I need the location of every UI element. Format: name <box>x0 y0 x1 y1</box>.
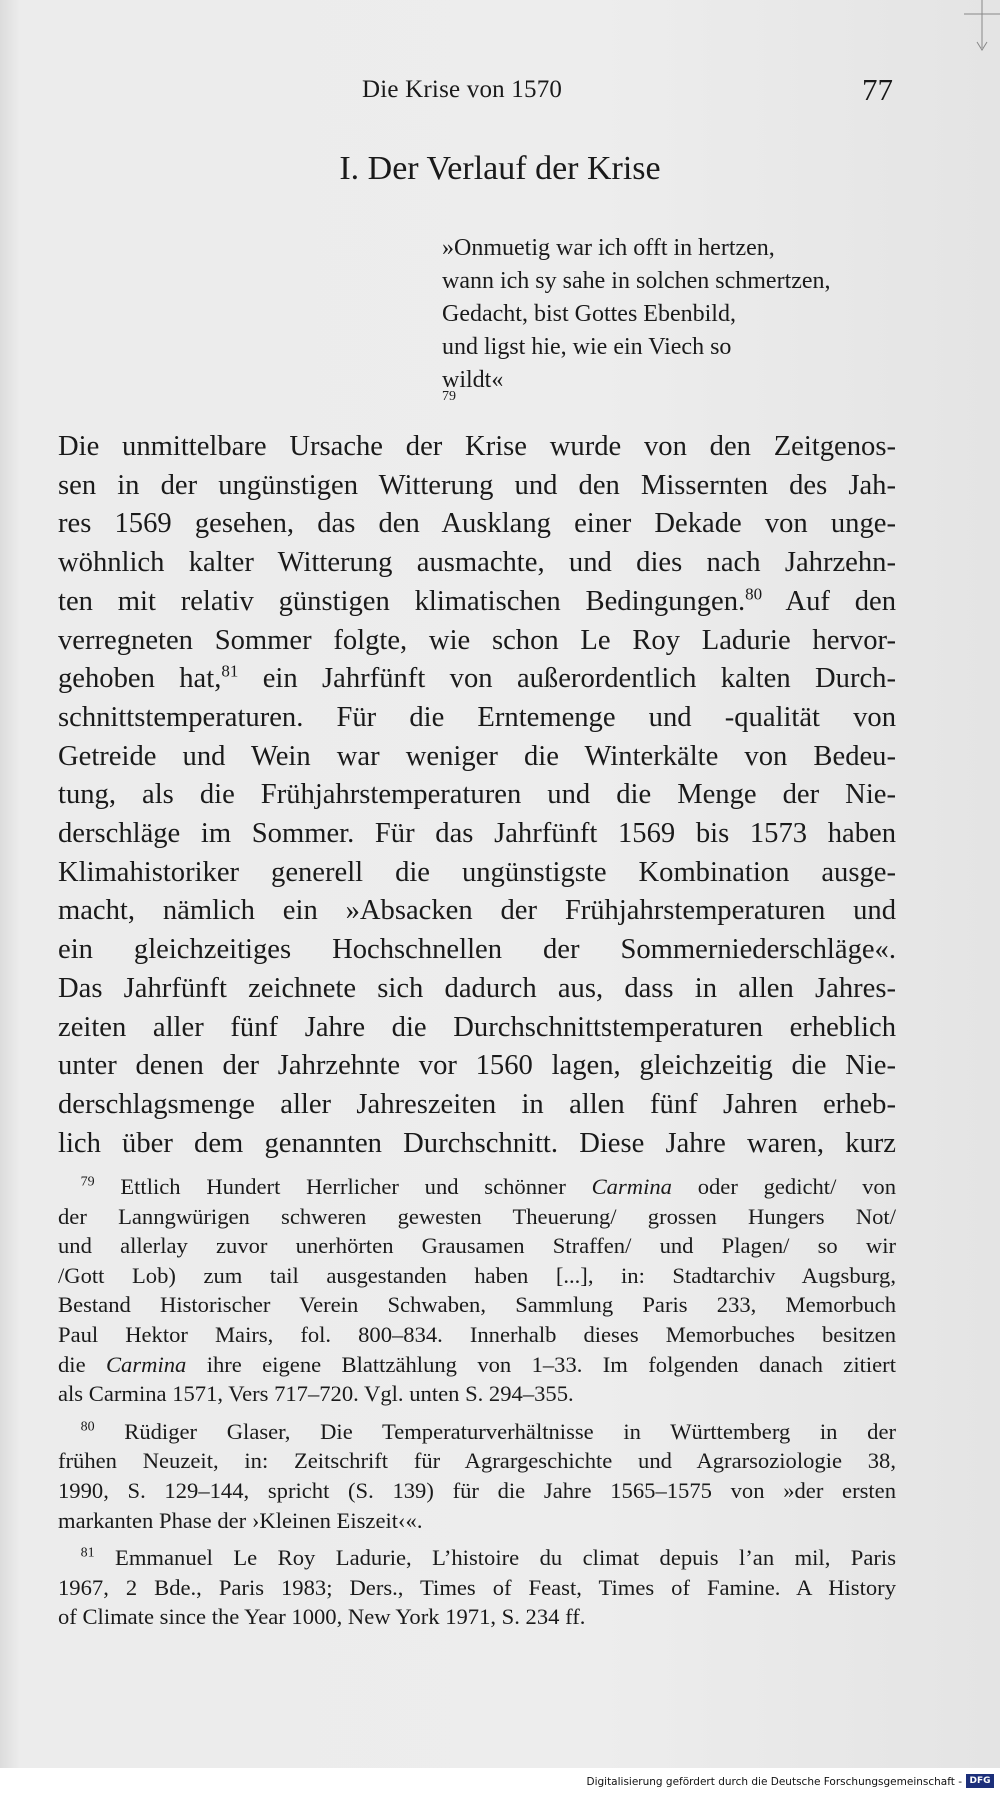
footnote-number: 81 <box>80 1545 95 1561</box>
line-text: Emmanuel Le Roy Ladurie, L’histoire du climat depuis l’an mil, Paris <box>94 1545 896 1571</box>
paragraph-line: derschlagsmenge aller Jahreszeiten in allen fünf Jahren erheb- <box>58 1088 896 1120</box>
dfg-logo: DFG <box>966 1774 994 1788</box>
line-text: gehoben hat, <box>58 663 222 695</box>
paragraph-line: schnittstemperaturen. Für die Erntemenge und -qualität von <box>58 701 896 733</box>
line-text: ihre eigene Blattzählung von 1–33. Im folgenden danach zitiert <box>186 1351 896 1377</box>
paragraph-line: derschläge im Sommer. Für das Jahrfünft 1569 bis 1573 haben <box>58 818 896 850</box>
footnote-number: 79 <box>80 1174 95 1190</box>
paragraph-line: wöhnlich kalter Witterung ausmachte, und dies nach Jahrzehn- <box>58 547 896 579</box>
footnotes <box>58 1172 896 1640</box>
epigraph-quote <box>442 232 962 404</box>
footnote-79 <box>58 1172 896 1409</box>
epigraph-line: wann ich sy sahe in solchen schmertzen, <box>442 268 831 294</box>
italic-title: Carmina <box>105 1351 187 1377</box>
footnote-line: /Gott Lob) zum tail ausgestanden haben [...], in: Stadtarchiv Augsburg, <box>58 1262 896 1288</box>
page-number: 77 <box>862 72 893 107</box>
section-title: I. Der Verlauf der Krise <box>339 150 661 187</box>
paragraph-line: res 1569 gesehen, das den Ausklang einer Dekade von unge- <box>58 508 896 540</box>
footnote-81 <box>58 1543 896 1632</box>
paragraph-line: ein gleichzeitiges Hochschnellen der Sommerniederschläge«. <box>58 934 896 966</box>
footnote-line: 1967, 2 Bde., Paris 1983; Ders., Times of Feast, Times of Famine. A History <box>58 1574 896 1600</box>
line-text: ein Jahrfünft von außerordentlich kalten Durch- <box>238 663 896 695</box>
paragraph-line: Die unmittelbare Ursache der Krise wurde von den Zeitgenos- <box>58 431 896 462</box>
footnote-reference: 80 <box>745 584 763 604</box>
line-text: Ettlich Hundert Herrlicher und schönner <box>94 1174 592 1199</box>
page-corner-mark <box>960 0 1000 60</box>
paragraph-line: Klimahistoriker generell die ungünstigste Kombination ausge- <box>58 856 896 888</box>
footnote-80 <box>58 1417 896 1535</box>
paragraph-line: verregneten Sommer folgte, wie schon Le Roy Ladurie hervor- <box>58 624 896 656</box>
paragraph-line: sen in der ungünstigen Witterung und den Missernten des Jah- <box>58 469 896 501</box>
paragraph-line: tung, als die Frühjahrstemperaturen und die Menge der Nie- <box>58 779 896 811</box>
paragraph-line: Getreide und Wein war weniger die Winterkälte von Bedeu- <box>58 740 896 772</box>
epigraph-line-text: wildt« <box>442 367 504 393</box>
paragraph-line: unter denen der Jahrzehnte vor 1560 lagen, gleichzeitig die Nie- <box>58 1050 896 1082</box>
paragraph-line: lich über dem genannten Durchschnitt. Diese Jahre waren, kurz <box>58 1127 896 1159</box>
epigraph-line: Gedacht, bist Gottes Ebenbild, <box>442 301 736 327</box>
footnote-line: der Lanngwürigen schweren gewesten Theuerung/ grossen Hungers Not/ <box>58 1203 896 1229</box>
footnote-line <box>58 1543 896 1573</box>
footnote-line: als Carmina 1571, Vers 717–720. Vgl. unten S. 294–355. <box>58 1381 574 1407</box>
epigraph-line: »Onmuetig war ich offt in hertzen, <box>442 235 775 261</box>
footnote-number: 80 <box>80 1419 95 1435</box>
line-text: ten mit relativ günstigen klimatischen Bedingungen. <box>58 585 746 617</box>
footnote-line <box>58 1350 896 1380</box>
line-text: die <box>58 1351 106 1377</box>
running-head: Die Krise von 1570 <box>362 76 563 103</box>
footnote-line: frühen Neuzeit, in: Zeitschrift für Agrargeschichte und Agrarsoziologie 38, <box>58 1448 896 1474</box>
epigraph-line-last: wildt« 79 <box>442 364 962 397</box>
italic-title: Carmina <box>591 1174 672 1199</box>
epigraph-line: und ligst hie, wie ein Viech so <box>442 334 732 360</box>
body-paragraph <box>58 428 896 1163</box>
footnote-line <box>58 1417 896 1447</box>
footnote-line: und allerlay zuvor unerhörten Grausamen Straffen/ und Plagen/ so wir <box>58 1233 896 1259</box>
footnote-line: 1990, S. 129–144, spricht (S. 139) für die Jahre 1565–1575 von »der ersten <box>58 1477 896 1503</box>
digitization-footer <box>0 1768 1000 1795</box>
line-text: oder gedicht/ von <box>671 1174 896 1199</box>
line-text: Auf den <box>762 585 897 617</box>
footnote-line: markanten Phase der ›Kleinen Eiszeit‹«. <box>58 1507 423 1533</box>
paragraph-line: Das Jahrfünft zeichnete sich dadurch aus, dass in allen Jahres- <box>58 972 896 1004</box>
footnote-line: Bestand Historischer Verein Schwaben, Sammlung Paris 233, Memorbuch <box>58 1292 896 1318</box>
line-text: Rüdiger Glaser, Die Temperaturverhältnisse in Württemberg in der <box>94 1418 896 1444</box>
page-header <box>0 72 1000 112</box>
footnote-line: of Climate since the Year 1000, New York 1971, S. 234 ff. <box>58 1604 586 1630</box>
paragraph-line: zeiten aller fünf Jahre die Durchschnittstemperaturen erheblich <box>58 1011 896 1043</box>
footnote-line <box>58 1172 896 1202</box>
paragraph-line <box>58 583 896 622</box>
footer-credit: Digitalisierung gefördert durch die Deutsche Forschungsgemeinschaft - <box>586 1776 962 1788</box>
paragraph-line: macht, nämlich ein »Absacken der Frühjahrstemperaturen und <box>58 895 896 927</box>
paragraph-line <box>58 660 896 699</box>
footnote-line: Paul Hektor Mairs, fol. 800–834. Innerhalb dieses Memorbuches besitzen <box>58 1321 896 1347</box>
footnote-reference: 81 <box>221 661 239 681</box>
